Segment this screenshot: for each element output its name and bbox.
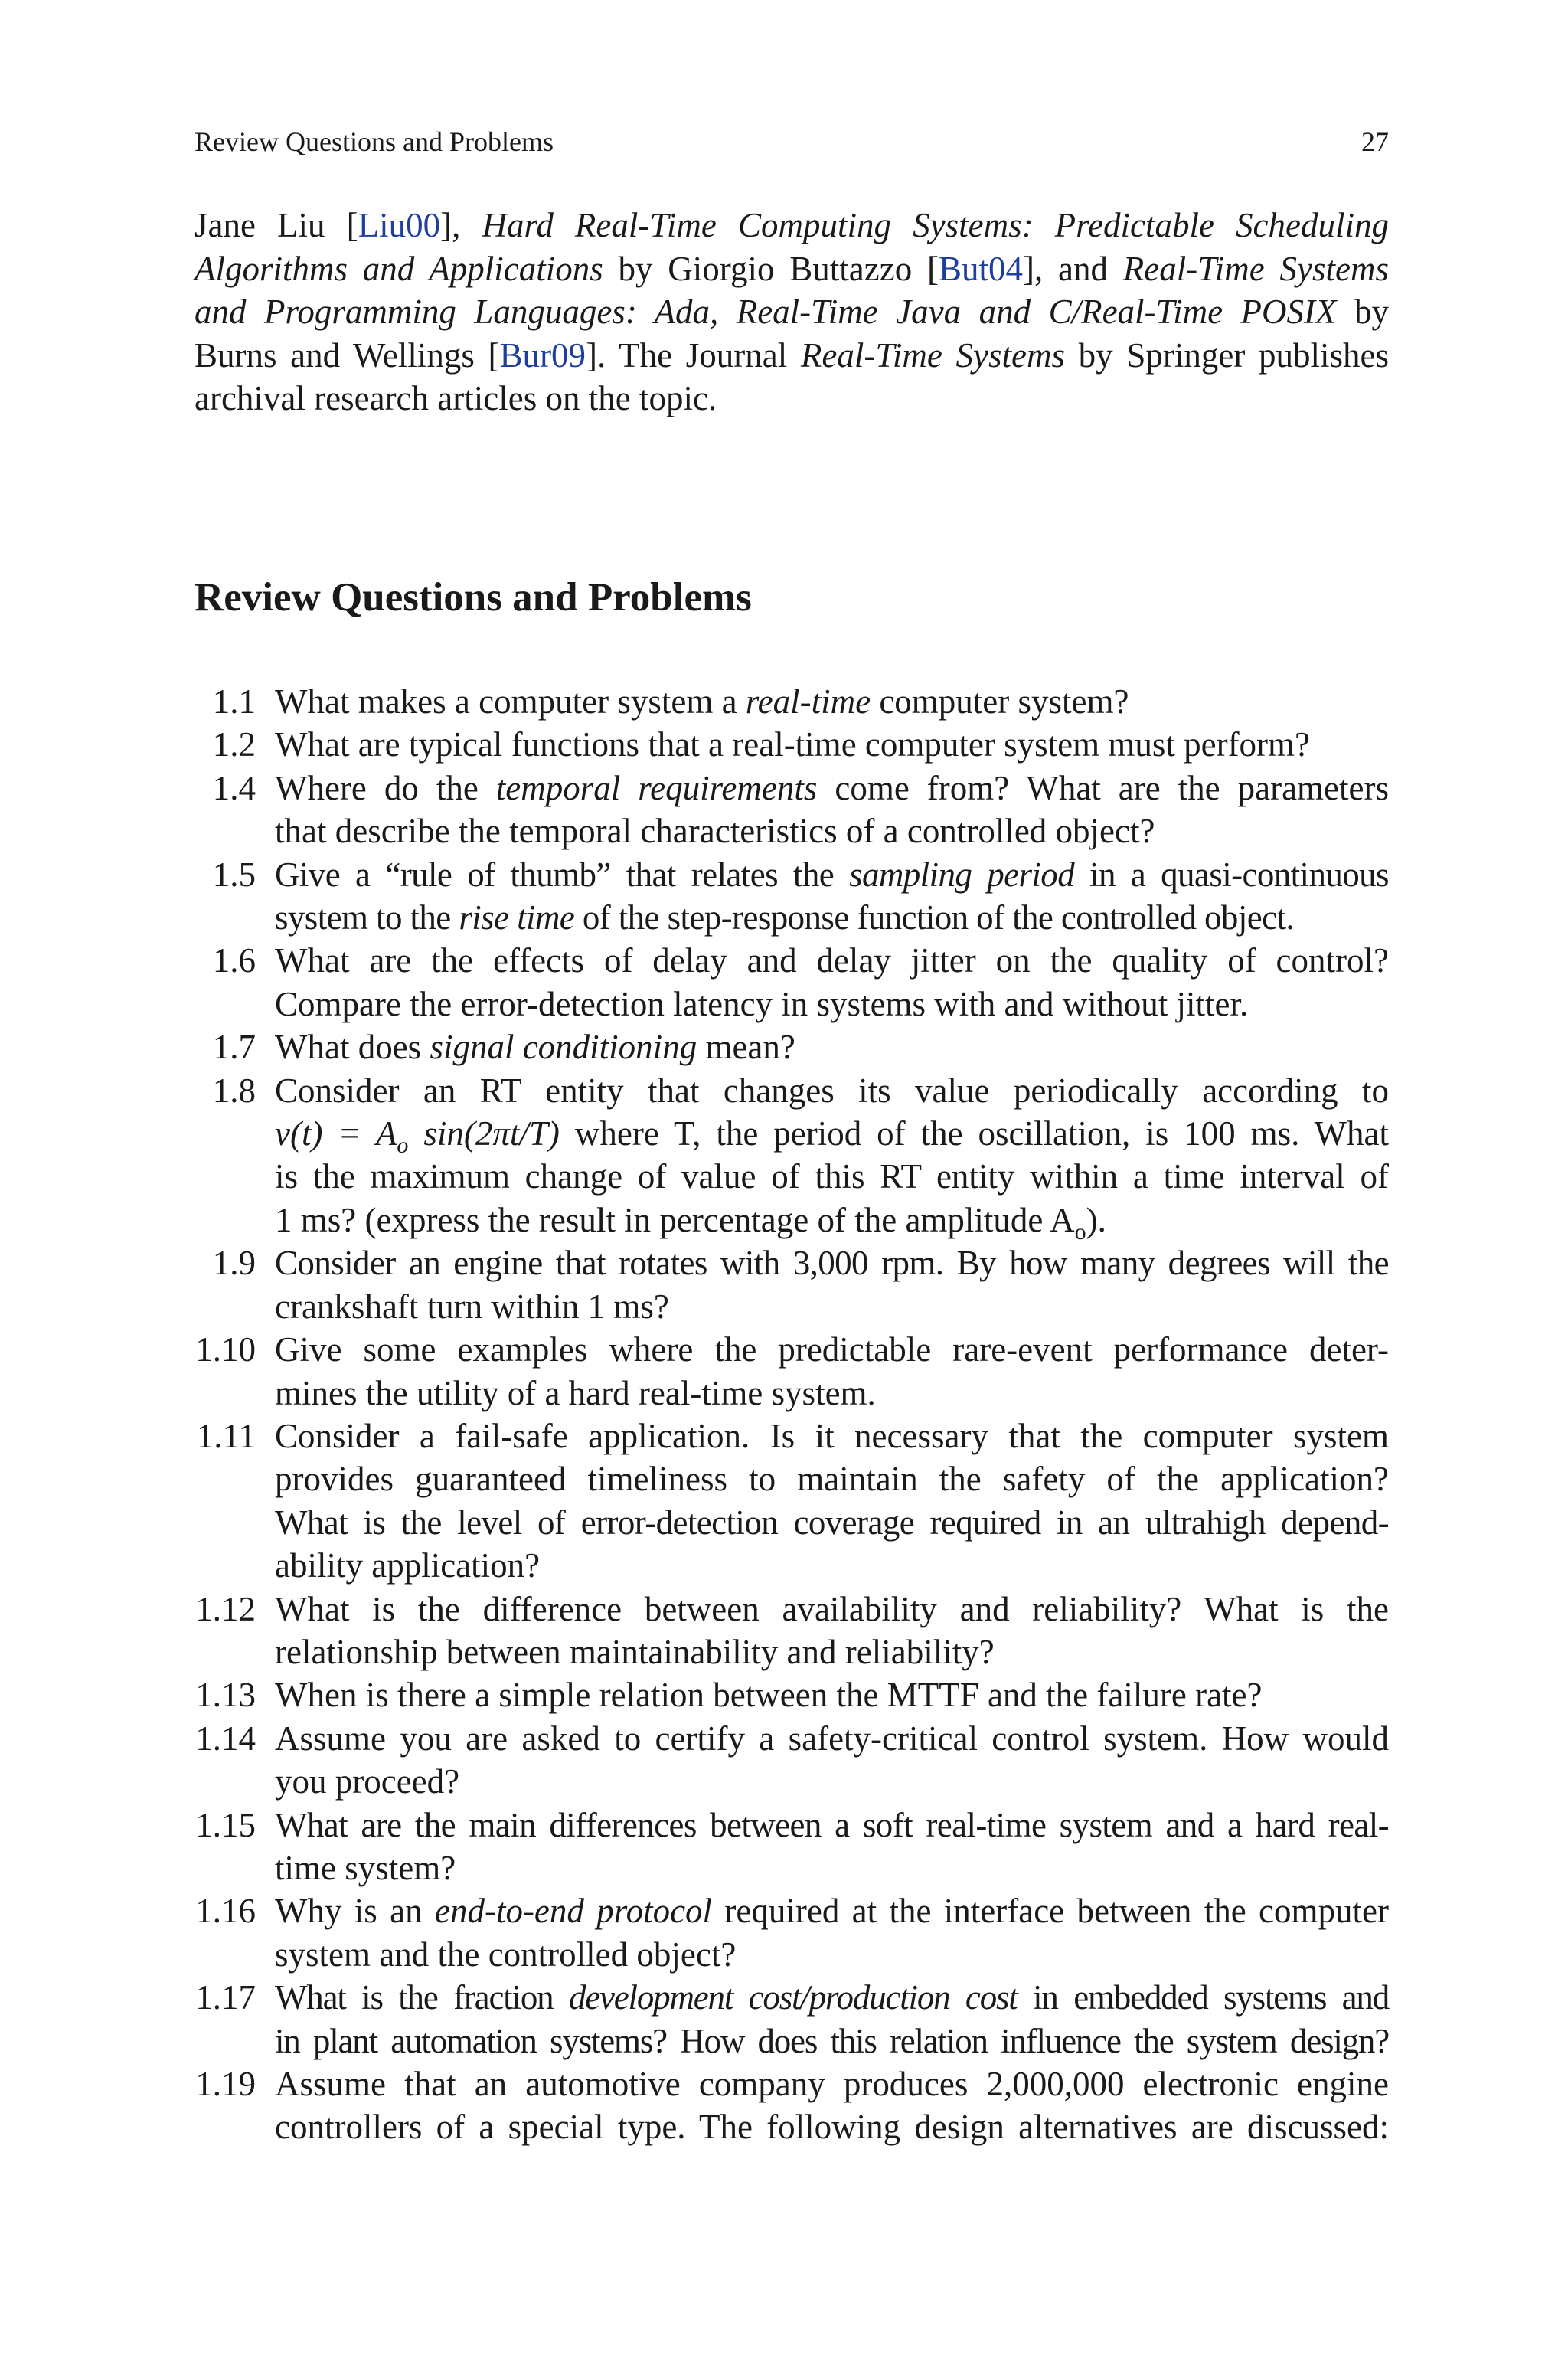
question-number: 1.2 <box>212 725 256 764</box>
question-number: 1.5 <box>212 855 256 894</box>
journal-title: Real-Time Systems <box>800 335 1066 375</box>
question-item: 1.16 Why is an end-to-end protocol required at the interface between the computer system and the controlled object? <box>194 1889 1389 1976</box>
question-number: 1.14 <box>195 1719 256 1758</box>
question-number: 1.11 <box>196 1416 256 1455</box>
question-item: 1.11 Consider a fail-safe application. Is it necessary that the computer system provides guaranteed timeliness to maintain the safety of the application? What is the level of error-detection coverage required in an ultrahigh depend- ability application? <box>194 1415 1389 1588</box>
question-item: 1.13 When is there a simple relation between the MTTF and the failure rate? <box>194 1673 1389 1716</box>
question-item: 1.4 Where do the temporal requirements come from? What are the parameters that describe the temporal characteristics of a controlled object? <box>194 767 1389 853</box>
intro-line: Burns and Wellings [Bur09]. The Journal Real-Time Systems by Springer publishes <box>194 335 1389 375</box>
book-title: Hard Real-Time Computing Systems: Predictable Scheduling <box>482 206 1389 244</box>
question-number: 1.13 <box>195 1676 256 1715</box>
running-title: Review Questions and Problems <box>194 126 554 157</box>
question-number: 1.6 <box>212 941 256 980</box>
question-item: 1.12 What is the difference between availability and reliability? What is the relationship between maintainability and reliability? <box>194 1588 1389 1674</box>
question-item: 1.9 Consider an engine that rotates with 3,000 rpm. By how many degrees will the crankshaft turn within 1 ms? <box>194 1241 1389 1328</box>
question-number: 1.8 <box>212 1071 256 1110</box>
question-number: 1.9 <box>212 1244 256 1283</box>
question-number: 1.4 <box>212 768 256 807</box>
question-item: 1.10 Give some examples where the predictable rare-event performance deter- mines the utility of a hard real-time system. <box>194 1328 1389 1415</box>
page-number: 27 <box>1361 126 1389 157</box>
section-heading: Review Questions and Problems <box>194 575 752 620</box>
question-number: 1.16 <box>195 1892 256 1931</box>
question-number: 1.12 <box>195 1589 256 1628</box>
question-number: 1.7 <box>212 1028 256 1067</box>
book-title: Real-Time Systems <box>1122 249 1389 288</box>
formula: $v(t) = A_o$ sin(2πt/T) <box>275 1114 560 1159</box>
citation-link[interactable]: Liu00 <box>358 206 441 244</box>
intro-line: archival research articles on the topic. <box>194 379 717 417</box>
intro-paragraph <box>194 204 1389 420</box>
question-item: 1.1 What makes a computer system a real-time computer system? <box>194 680 1389 723</box>
question-list <box>194 680 1389 2149</box>
question-item: 1.17 What is the fraction development cost/production cost in embedded systems and in plant automation systems? How does this relation influence the system design? <box>194 1976 1389 2062</box>
question-item: 1.14 Assume you are asked to certify a safety-critical control system. How would you proceed? <box>194 1717 1389 1804</box>
question-item: 1.8 Consider an RT entity that changes its value periodically according to $v(t) = A_o$ sin(2πt/T) where T, the period of the oscillation, is 100 ms. What is the maximum change of value of this RT entity within a time interval of 1 ms? (express the result in percentage of the amplitude $A_o$). <box>194 1069 1389 1242</box>
citation-link[interactable]: Bur09 <box>499 335 586 375</box>
question-number: 1.15 <box>195 1805 256 1844</box>
citation-link[interactable]: But04 <box>938 249 1023 288</box>
intro-line: Jane Liu [Liu00], Hard Real-Time Computing Systems: Predictable Scheduling <box>194 206 1389 244</box>
question-item: 1.5 Give a “rule of thumb” that relates the sampling period in a quasi-continuous system to the rise time of the step-response function of the controlled object. <box>194 853 1389 940</box>
question-number: 1.10 <box>195 1330 256 1369</box>
book-title: Algorithms and Applications <box>194 249 603 288</box>
question-item: 1.15 What are the main differences between a soft real-time system and a hard real- time system? <box>194 1804 1389 1890</box>
question-item: 1.7 What does signal conditioning mean? <box>194 1025 1389 1068</box>
question-item: 1.2 What are typical functions that a real-time computer system must perform? <box>194 723 1389 766</box>
question-item: 1.19 Assume that an automotive company produces 2,000,000 electronic engine controllers of a special type. The following design alternatives are discussed: <box>194 2062 1389 2149</box>
intro-line: and Programming Languages: Ada, Real-Time Java and C/Real-Time POSIX by <box>194 293 1390 331</box>
question-number: 1.19 <box>195 2065 256 2103</box>
question-item: 1.6 What are the effects of delay and delay jitter on the quality of control? Compare the error-detection latency in systems with and without jitter. <box>194 939 1389 1025</box>
question-number: 1.1 <box>212 682 256 721</box>
question-number: 1.17 <box>195 1978 256 2017</box>
book-title: and Programming Languages: Ada, Real-Time Java and C/Real-Time POSIX <box>194 293 1337 331</box>
intro-line: Algorithms and Applications by Giorgio Buttazzo [But04], and Real-Time Systems <box>194 249 1389 288</box>
